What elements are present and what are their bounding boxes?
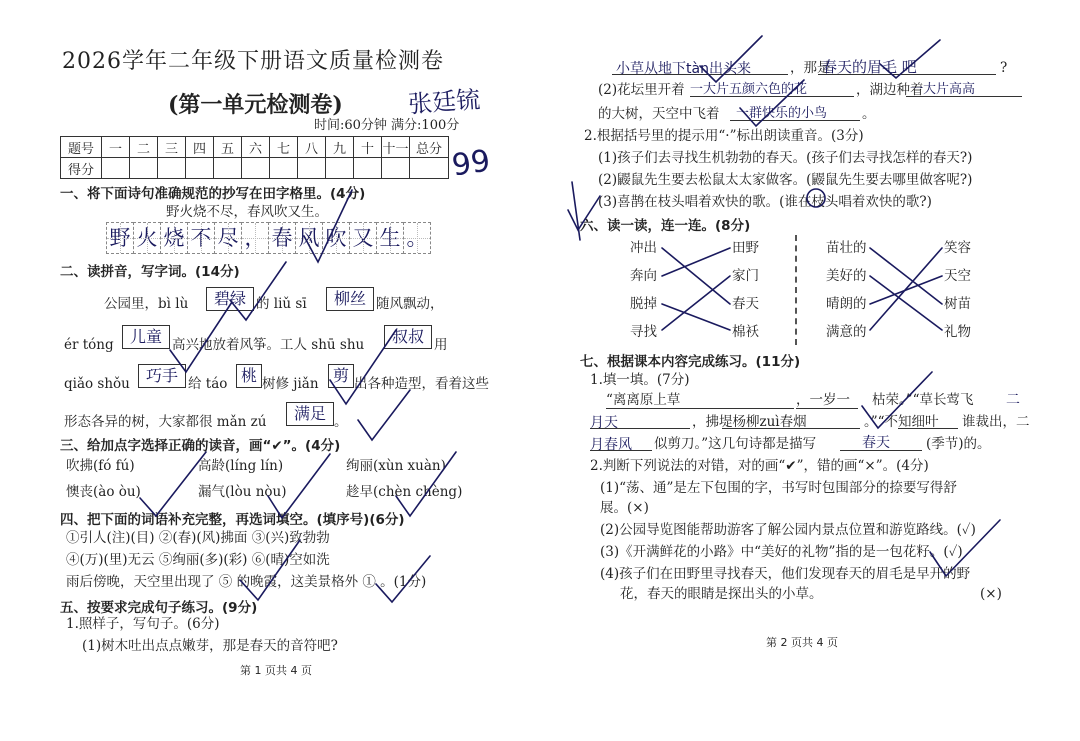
- s5-q1-2b: ，湖边种着: [856, 82, 924, 98]
- match-line: [662, 304, 730, 330]
- s2-line1a: 公园里，bì lù: [104, 296, 189, 312]
- section4-heading: 四、把下面的词语补充完整，再选词填空。(填序号)(6分): [60, 512, 405, 528]
- s7-j4c: (×): [980, 586, 1002, 602]
- score-row-label: 题号: [61, 137, 102, 158]
- s5-q1-1: (1)树木吐出点点嫩芽，那是春天的音符吧?: [82, 638, 338, 654]
- s6-right-b: 天空: [944, 268, 971, 284]
- check-mark: [880, 40, 940, 78]
- score-col: 七: [270, 137, 298, 158]
- s6-left-a: 寻找: [630, 324, 657, 340]
- s3-item: 趁早(chèn chèng): [346, 484, 463, 500]
- s7-f2b: ，拂堤杨柳zuì春烟: [692, 414, 807, 430]
- s6-right-a: 苗壮的: [826, 240, 867, 256]
- s3-item: 高龄(líng lín): [198, 458, 284, 474]
- s2-answer-box: 满足: [286, 402, 334, 426]
- s2-line2a: ér tóng: [64, 337, 114, 353]
- s6-right-b: 笑容: [944, 240, 971, 256]
- section6-heading: 六、读一读，连一连。(8分): [580, 218, 751, 234]
- check-mark: [700, 36, 762, 82]
- s2-line3b: 给 táo: [188, 376, 228, 392]
- s2-line4b: 。: [334, 414, 348, 430]
- s5-q1-2a: (2)花坛里开着: [598, 82, 685, 98]
- score-col: 八: [298, 137, 326, 158]
- s5-q2-3: (3)喜鹊在枝头唱着欢快的歌。(谁在枝头唱着欢快的歌?): [598, 194, 932, 210]
- s7-f3a: 月春风: [590, 437, 632, 453]
- grid-cell: 又: [349, 222, 377, 254]
- section1-heading: 一、将下面诗句准确规范的抄写在田字格里。(4分): [60, 186, 366, 202]
- s7-j2: (2)公园导览图能帮助游客了解公园内景点位置和游览路线。(✓): [600, 522, 976, 538]
- s5-q1: 1.照样子，写句子。(6分): [66, 616, 220, 632]
- check-mark: [740, 80, 804, 126]
- match-line: [870, 248, 942, 304]
- s2-line1c: 随风飘动，: [376, 296, 444, 312]
- s6-left-b: 春天: [732, 296, 759, 312]
- s6-left-a: 冲出: [630, 240, 657, 256]
- section3-heading: 三、给加点字选择正确的读音，画“✔”。(4分): [60, 438, 341, 454]
- s7-f1d: 二: [1006, 392, 1020, 408]
- s7-q2: 2.判断下列说法的对错，对的画“✔”，错的画“×”。(4分): [590, 458, 929, 474]
- grid-cell: 尽: [214, 222, 242, 254]
- check-mark: [268, 454, 330, 518]
- s6-left-b: 家门: [732, 268, 759, 284]
- section1-poem: 野火烧不尽，春风吹又生。: [166, 204, 328, 220]
- s7-f3c: 春天: [862, 435, 890, 451]
- s7-f2d: 谁裁出，二: [962, 414, 1030, 430]
- s5-q1-2-answer1: 一大片五颜六色的花: [690, 82, 808, 97]
- s2-line2c: 用: [434, 337, 448, 353]
- score-col: 一: [102, 137, 130, 158]
- s6-right-b: 树苗: [944, 296, 971, 312]
- s7-f2c: 。”“不知细叶: [864, 414, 939, 430]
- match-line: [662, 248, 730, 304]
- s3-item: 吹拂(fó fú): [66, 458, 135, 474]
- check-mark: [140, 452, 206, 516]
- s2-answer-box: 柳丝: [326, 287, 374, 311]
- score-col: 二: [130, 137, 158, 158]
- s7-f1b: ，一岁一: [796, 392, 850, 408]
- section2-heading: 二、读拼音，写字词。(14分): [60, 264, 240, 280]
- score-col: 六: [242, 137, 270, 158]
- s5-cont-text: ，那是: [790, 60, 831, 76]
- s2-answer-box: 儿童: [122, 325, 170, 349]
- s6-left-b: 田野: [732, 240, 759, 256]
- s7-f3d: (季节)的。: [926, 436, 991, 452]
- check-mark: [240, 540, 300, 600]
- match-line: [870, 276, 942, 330]
- s2-answer-box: 碧绿: [206, 287, 254, 311]
- page1-footer: 第 1 页共 4 页: [240, 664, 312, 677]
- s5-q2: 2.根据括号里的提示用“·”标出朗读重音。(3分): [584, 128, 864, 144]
- s7-f1a: “离离原上草: [606, 392, 681, 408]
- check-mark: [170, 302, 232, 372]
- score-col: 十: [354, 137, 382, 158]
- s5-q1-2c: 的大树，天空中飞着: [598, 106, 720, 122]
- s7-f1c: 枯荣。”“草长莺飞: [872, 392, 974, 408]
- s7-j4a: (4)孩子们在田野里寻找春天，他们发现春天的眉毛是早开的野: [600, 566, 971, 582]
- s2-line3c: 树修 jiǎn: [262, 376, 319, 392]
- s7-f3b: 似剪刀。”这几句诗都是描写: [654, 436, 817, 452]
- check-mark: [358, 390, 410, 440]
- s2-line3a: qiǎo shǒu: [64, 376, 130, 392]
- s3-item: 漏气(lòu nòu): [198, 484, 287, 500]
- grid-cell: 。: [403, 222, 431, 254]
- check-mark: [376, 556, 430, 602]
- grid-cell: 生: [376, 222, 404, 254]
- grid-cell: 春: [268, 222, 296, 254]
- s6-right-a: 满意的: [826, 324, 867, 340]
- s3-item: 绚丽(xùn xuàn): [346, 458, 446, 474]
- exam-title: 2026学年二年级下册语文质量检测卷: [62, 49, 444, 74]
- s5-q2-1: (1)孩子们去寻找生机勃勃的春天。(孩子们去寻找怎样的春天?): [598, 150, 973, 166]
- s4-line2: ④(万)(里)无云 ⑤绚丽(多)(彩) ⑥(晴)空如洗: [66, 552, 330, 568]
- grid-cell: 火: [133, 222, 161, 254]
- s7-j3: (3)《开满鲜花的小路》中“美好的礼物”指的是一包花籽。(✓): [600, 544, 963, 560]
- s2-answer-box: 巧手: [138, 364, 186, 388]
- check-mark: [304, 190, 352, 262]
- s5-cont-end: ?: [1000, 60, 1008, 76]
- grid-cell: 烧: [160, 222, 188, 254]
- circle-mark: [807, 189, 825, 207]
- check-mark: [396, 452, 456, 516]
- section7-heading: 七、根据课本内容完成练习。(11分): [580, 354, 801, 370]
- s6-left-a: 奔向: [630, 268, 657, 284]
- score-col: 五: [214, 137, 242, 158]
- s6-right-a: 晴朗的: [826, 296, 867, 312]
- s3-item: 懊丧(ào òu): [66, 484, 141, 500]
- time-and-score: 时间:60分钟 满分:100分: [314, 118, 460, 133]
- s5-q1-2d: 。: [862, 106, 876, 122]
- grid-cell: 野: [106, 222, 134, 254]
- total-score-handwritten: 99: [449, 143, 493, 184]
- s5-q1-2-answer2: 一大片高高: [910, 82, 976, 97]
- s5-cont-answer2: 春天的眉毛 吧: [822, 58, 917, 76]
- s7-q1: 1.填一填。(7分): [590, 372, 690, 388]
- s5-cont-answer1: 小草从地下tàn出头来: [616, 61, 751, 77]
- score-col: 三: [158, 137, 186, 158]
- page2-footer: 第 2 页共 4 页: [766, 636, 838, 649]
- grid-cell: 风: [295, 222, 323, 254]
- s7-j4b: 花，春天的眼睛是探出头的小草。: [620, 586, 823, 602]
- s2-answer-box: 剪: [328, 364, 354, 388]
- score-col: 四: [186, 137, 214, 158]
- check-mark: [862, 372, 932, 428]
- s7-j1a: (1)“荡、通”是左下包围的字，书写时包围部分的捺要写得舒: [600, 480, 957, 496]
- grid-cell: 不: [187, 222, 215, 254]
- s2-line1b: 的 liǔ sī: [256, 296, 307, 312]
- s5-q2-2: (2)鼹鼠先生要去松鼠太太家做客。(鼹鼠先生要去哪里做客呢?): [598, 172, 973, 188]
- match-line: [662, 248, 730, 276]
- s7-j1b: 展。(×): [600, 500, 649, 516]
- score-row-label: 得分: [61, 158, 102, 179]
- check-mark: [568, 196, 600, 230]
- s2-answer-box: 桃: [236, 364, 262, 388]
- s2-line3d: 出各种造型，看着这些: [354, 376, 489, 392]
- s4-line1: ①引人(注)(目) ②(春)(风)拂面 ③(兴)致勃勃: [66, 530, 330, 546]
- s5-q1-2-answer3: 一群快乐的小鸟: [736, 106, 828, 121]
- check-mark: [930, 520, 1000, 576]
- check-mark: [230, 262, 286, 320]
- s4-line3: 雨后傍晚，天空里出现了 ⑤ 的晚霞，这美景格外 ① 。(1分): [66, 574, 427, 590]
- s7-f2a: 月天: [590, 415, 618, 431]
- match-line: [870, 248, 942, 330]
- student-name: 张廷锍: [407, 85, 482, 119]
- exam-subtitle: (第一单元检测卷): [168, 92, 343, 118]
- grid-cell: ，: [241, 222, 269, 254]
- check-mark: [330, 330, 396, 404]
- s6-right-b: 礼物: [944, 324, 971, 340]
- section5-heading: 五、按要求完成句子练习。(9分): [60, 600, 258, 616]
- s2-line4a: 形态各异的树，大家都很 mǎn zú: [64, 414, 267, 430]
- pen-stroke: [572, 182, 580, 240]
- match-line: [662, 276, 730, 330]
- s6-right-a: 美好的: [826, 268, 867, 284]
- score-col: 十一: [382, 137, 410, 158]
- s6-left-a: 脱掉: [630, 296, 657, 312]
- score-col-total: 总分: [410, 137, 449, 158]
- s2-answer-box: 叔叔: [384, 325, 432, 349]
- s6-left-b: 棉袄: [732, 324, 759, 340]
- score-col: 九: [326, 137, 354, 158]
- grid-cell: 吹: [322, 222, 350, 254]
- s2-line2b: 高兴地放着风筝。工人 shū shu: [172, 337, 365, 353]
